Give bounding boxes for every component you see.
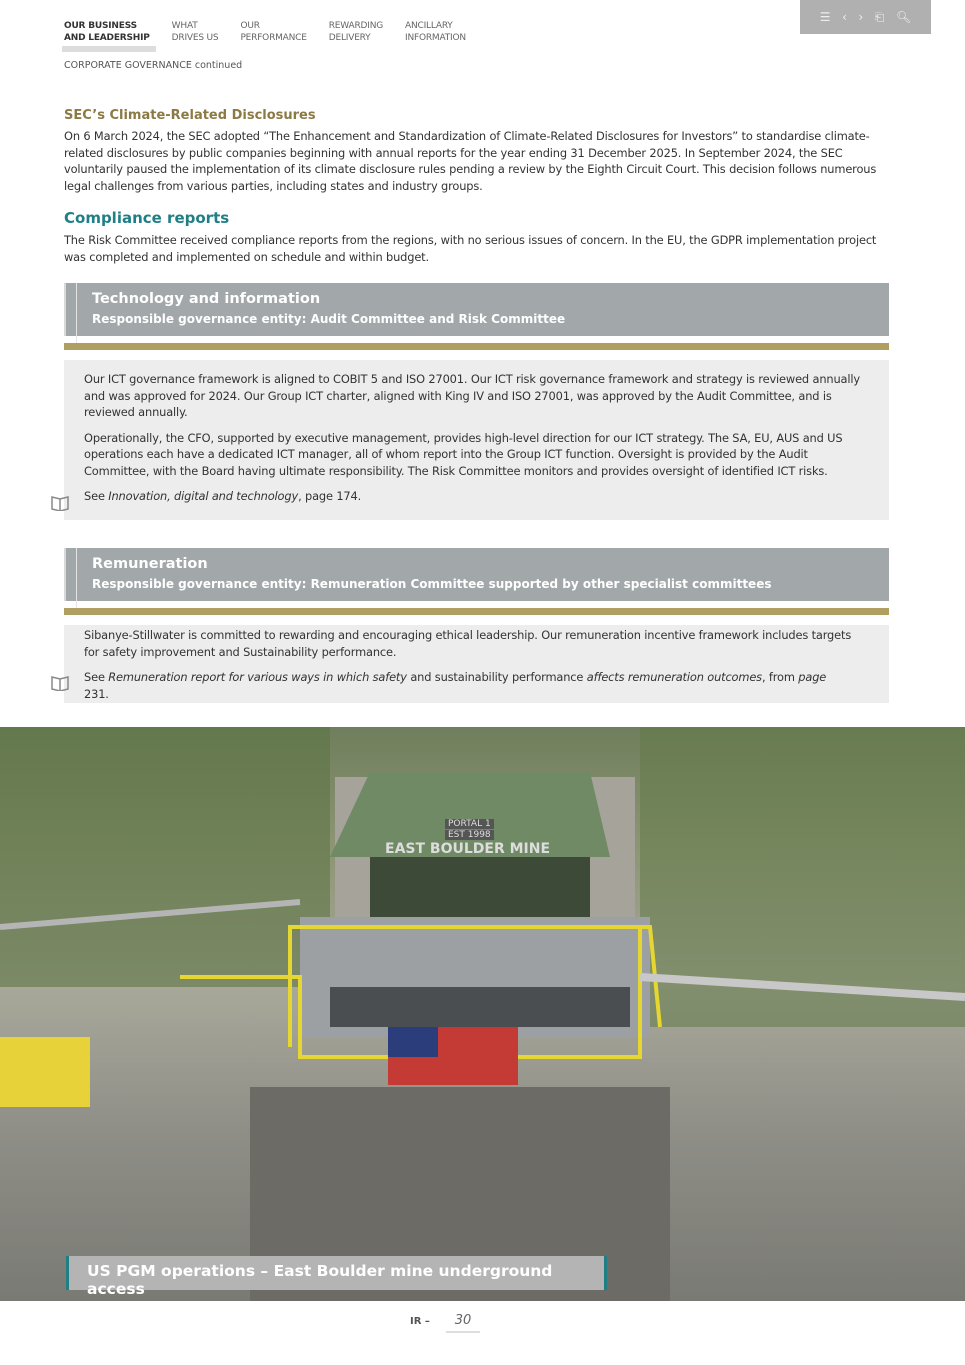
nav-label: REWARDING — [328, 21, 383, 31]
tech-box-body — [64, 360, 889, 520]
nav-rewarding-delivery[interactable] — [329, 20, 383, 44]
nav-label: ANCILLARY — [405, 21, 453, 31]
tech-p2: Operationally, the CFO, supported by executive management, provides high-level direction for our ICT strategy. The SA, EU, AUS and US operations each have a dedicated ICT manager, all of whom report into the Group ICT function. Oversight is provided by the Audit Committee, with the Board having ultimate responsibility. The Risk Committee monitors and provides oversight of identified ICT risks. — [84, 430, 843, 478]
tech-see — [84, 488, 869, 505]
toolbar — [800, 0, 931, 34]
compliance-heading: Compliance reports — [64, 209, 230, 227]
sign-est: EST 1998 — [445, 830, 494, 840]
text: and sustainability performance — [406, 670, 587, 684]
rem-box-body — [64, 625, 889, 703]
nav-label: DRIVES US — [171, 33, 219, 43]
divider — [64, 343, 889, 350]
page-ref: 231. — [84, 686, 109, 701]
compliance-text: The Risk Committee received compliance reports from the regions, with no serious issues of concern. In the EU, the GDPR implementation project was completed and implemented on schedule and within budget. — [64, 233, 877, 264]
tech-box-header — [64, 283, 889, 336]
tech-title: Technology and information — [92, 291, 321, 307]
nav-label: WHAT — [171, 21, 198, 31]
book-icon — [50, 675, 70, 691]
see-label: See — [84, 489, 109, 503]
link-innovation[interactable]: Innovation, digital and technology — [108, 489, 299, 503]
chevron-left-icon[interactable]: ‹ — [842, 10, 847, 24]
sign-mine-name: EAST BOULDER MINE — [385, 841, 551, 857]
nav-label: INFORMATION — [405, 33, 466, 43]
nav-ancillary-information[interactable] — [405, 20, 466, 44]
link-page[interactable]: page — [798, 670, 827, 684]
exit-icon[interactable]: ⎗ — [874, 9, 885, 24]
sec-text: On 6 March 2024, the SEC adopted “The Enhancement and Standardization of Climate-Related Disclosures for Investors” to standardise climate-related disclosures by public companies beginning with annual reports for the year ending 31 December 2025. In September 2024, the SEC voluntarily paused the implementation of its climate disclosure rules pending a review by the Eighth Circuit Court. This decision follows numerous legal challenges from various parties, including states and industry groups. — [64, 129, 877, 193]
nav-label: OUR BUSINESS — [64, 21, 137, 31]
see-label: See — [84, 670, 109, 684]
link-outcomes[interactable]: affects remuneration outcomes — [586, 670, 762, 684]
photo-caption: US PGM operations – East Boulder mine underground access — [66, 1256, 607, 1290]
nav-our-business[interactable] — [64, 20, 150, 44]
mine-photo — [0, 727, 965, 1301]
link-remuneration-report[interactable]: Remuneration report for various ways in which safety — [108, 670, 407, 684]
sec-heading: SEC’s Climate-Related Disclosures — [64, 108, 316, 123]
rem-title: Remuneration — [92, 556, 208, 572]
divider — [64, 608, 889, 615]
rem-box-header — [64, 548, 889, 601]
menu-icon[interactable]: ☰ — [819, 10, 831, 24]
nav-label: OUR — [240, 21, 260, 31]
page-number: 30 — [446, 1313, 480, 1333]
nav-label: AND LEADERSHIP — [64, 33, 150, 43]
breadcrumb: CORPORATE GOVERNANCE continued — [64, 60, 243, 71]
rem-see — [84, 669, 869, 702]
rem-subtitle: Responsible governance entity: Remuneration Committee supported by other specialist committees — [92, 577, 772, 591]
top-nav — [64, 20, 488, 44]
nav-label: DELIVERY — [328, 33, 371, 43]
page-ref: , page 174. — [298, 489, 362, 503]
tech-subtitle: Responsible governance entity: Audit Committee and Risk Committee — [92, 312, 566, 326]
footer-label: IR – — [410, 1316, 430, 1327]
tech-p1: Our ICT governance framework is aligned to COBIT 5 and ISO 27001. Our ICT risk governance framework and strategy is reviewed annually and was approved for 2024. Our Group ICT charter, aligned with King IV and ISO 27001, was approved by the Audit Committee, and is reviewed annually. — [84, 372, 860, 419]
nav-our-performance[interactable] — [240, 20, 306, 44]
search-icon[interactable]: 🔍︎ — [895, 10, 912, 24]
book-icon — [50, 495, 70, 511]
text: , from — [761, 670, 799, 684]
chevron-right-icon[interactable]: › — [858, 10, 864, 24]
rem-p1: Sibanye-Stillwater is committed to rewarding and encouraging ethical leadership. Our remuneration incentive framework includes targets for safety improvement and Sustainability performance. — [84, 628, 852, 659]
nav-what-drives-us[interactable] — [172, 20, 219, 44]
sign-portal: PORTAL 1 — [445, 819, 494, 829]
nav-label: PERFORMANCE — [240, 33, 307, 43]
